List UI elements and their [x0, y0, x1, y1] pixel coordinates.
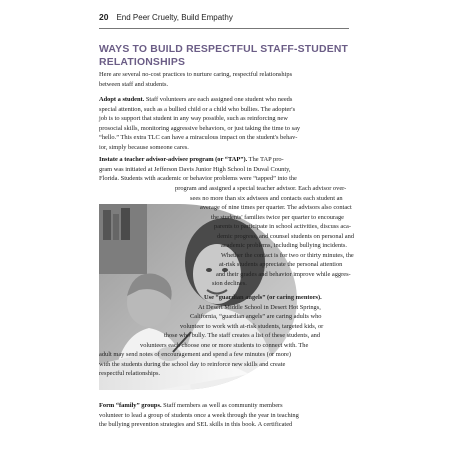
angels-wrapped-line: those who bully. The staff creates a list of these students, and	[164, 332, 321, 339]
tap-line: The TAP pro-	[247, 156, 284, 163]
adopt-line: ior, simply because someone cares.	[99, 143, 189, 151]
section-title-line: RELATIONSHIPS	[99, 56, 186, 68]
adopt-line: “hello.” This extra TLC can have a miraculous impact on the student's behav-	[99, 134, 298, 141]
intro-line: between staff and students.	[99, 80, 169, 88]
adopt-line: job is to support that student in any way possible, such as reinforcing new	[99, 115, 288, 122]
adopt-line: prosocial skills, monitoring aggressive behaviors, or just taking the time to say	[99, 124, 301, 132]
tap-wrapped-line: Whether the contact is for two or thirty minutes, the	[221, 251, 354, 259]
adopt-student-paragraph	[99, 95, 360, 152]
tap-wrapped-line: demic progress, and counsel students on personal and	[217, 232, 355, 240]
family-line: Staff members as well as community members	[161, 402, 283, 409]
angels-wrapped-line: volunteers each choose one or more students to connect with. The	[140, 341, 309, 349]
family-line: the bullying prevention strategies and SEL skills in this book. A certificated	[99, 421, 293, 428]
running-header	[99, 10, 233, 24]
tap-wrapped-line: sion declines.	[212, 280, 247, 287]
angels-heading: Use “guardian angels” (or caring mentors).	[204, 294, 322, 301]
tap-wrapped-line: average of nine times per quarter. The advisors also contact	[200, 204, 352, 211]
tap-line: gram was initiated at Jefferson Davis Junior High School in Duval County,	[99, 165, 291, 173]
tap-wrapped-line: and their grades and behavior improve while aggres-	[216, 270, 351, 278]
angels-wrapped-line: volunteer to work with at-risk students, targeted kids, or	[180, 322, 324, 330]
tap-line: Florida. Students with academic or behavior problems were “tapped” into the	[99, 175, 297, 182]
tap-wrapped-line: parents to participate in school activities, discuss aca-	[214, 223, 351, 230]
section-title-line: WAYS TO BUILD RESPECTFUL STAFF-STUDENT	[99, 44, 349, 55]
section-title	[99, 44, 349, 69]
angels-wrapped-line: California, “guardian angels” are caring adults who	[190, 313, 322, 320]
tap-wrapped-line: the students' families twice per quarter to encourage	[211, 213, 344, 221]
tap-wrapped-line: academic problems, including bullying incidents.	[221, 242, 348, 249]
angels-heading-line	[204, 293, 322, 303]
adopt-heading: Adopt a student.	[99, 96, 145, 103]
family-line: volunteer to lead a group of students once a week through the year in teaching	[99, 411, 299, 419]
tap-paragraph	[99, 155, 360, 184]
family-groups-paragraph	[99, 401, 360, 430]
angels-paragraph-tail	[99, 350, 360, 379]
page-number: 20	[99, 12, 109, 22]
adopt-line: special attention, such as a bullied child or a child who bullies. The adopter's	[99, 105, 296, 113]
angels-wrapped-line: At Desert Middle School in Desert Hot Springs,	[198, 303, 321, 311]
angels-line: adult may send notes of encouragement and spend a few minutes (or more)	[99, 351, 292, 358]
angels-line: with the students during the school day to reinforce new skills and create	[99, 360, 286, 368]
adopt-line: Staff volunteers are each assigned one student who needs	[144, 96, 293, 103]
tap-wrapped-line: at-risk students appreciate the personal attention	[219, 261, 343, 268]
angels-line: respectful relationships.	[99, 370, 161, 377]
intro-line: Here are several no-cost practices to nurture caring, respectful relationships	[99, 71, 293, 78]
running-title: End Peer Cruelty, Build Empathy	[116, 12, 233, 22]
intro-paragraph	[99, 70, 360, 89]
header-divider	[99, 28, 349, 29]
tap-wrapped-line: program and assigned a special teacher advisor. Each advisor over-	[175, 185, 347, 192]
family-heading: Form “family” groups.	[99, 402, 162, 409]
tap-wrapped-line: sees no more than six advisees and contacts each student an	[190, 194, 343, 202]
tap-heading: Instate a teacher advisor-advisee program (or “TAP”).	[99, 156, 248, 163]
